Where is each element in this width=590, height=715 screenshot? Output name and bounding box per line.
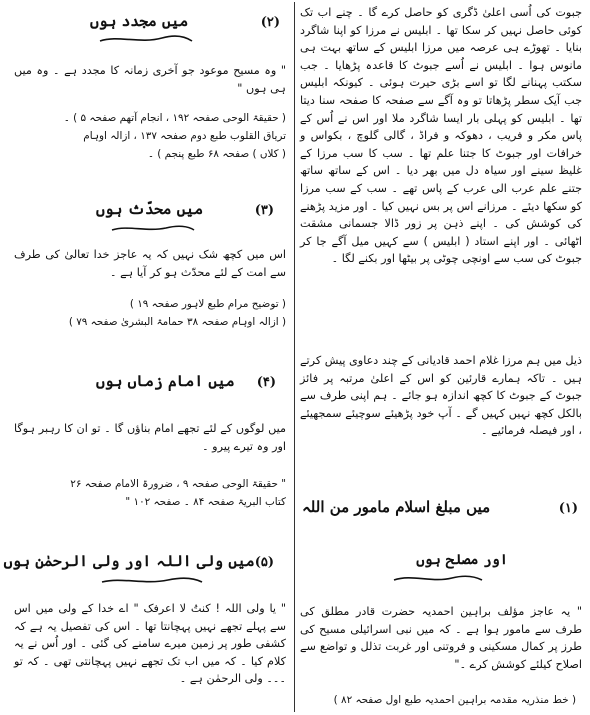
claims-intro-paragraph: ذیل میں ہم مرزا غلام احمد قادیانی کے چند دعاوی پیش کرتے ہیں ۔ تاکہ ہمارے قارئین کو اس کے اعلیٰ مرتبہ پر فائز جبوٹ کے جبوٹ کا کچھ اندازہ ہو جائے ۔ ہم اپنی طرف سے بالکل کچھ نہیں کہیں گے ۔ آپ خود پڑھیئے سوچیئے سمجھیئے ، اور فیصلہ فرمائیے ۔ bbox=[300, 354, 582, 438]
heading-4-title: میں امام زماں ہوں bbox=[96, 372, 235, 390]
heading-2-number: (۲) bbox=[260, 15, 280, 30]
heading-1 bbox=[302, 498, 578, 516]
heading-1-underline bbox=[392, 572, 484, 584]
reference-1: ( خط منذریہ مقدمہ براہین احمدیہ طبع اول صفحہ ۸۲ ) bbox=[333, 694, 576, 706]
heading-5 bbox=[3, 552, 274, 570]
heading-4-number: (۴) bbox=[256, 375, 276, 390]
heading-2-underline bbox=[98, 32, 194, 46]
heading-3-title: میں محدّث ہوں bbox=[96, 200, 204, 218]
reference-3b: ( ازالہ اوہام صفحہ ۳۸ حمامۃ البشریٰ صفحہ ۷۹ ) bbox=[68, 316, 286, 328]
reference-2a: ( حقیقۃ الوحی صفحہ ۱۹۲ ، انجام آتھم صفحہ ۵ ) ۔ bbox=[63, 112, 286, 124]
heading-1-number: (۱) bbox=[558, 501, 578, 516]
heading-3 bbox=[96, 200, 274, 218]
column-divider bbox=[294, 2, 295, 712]
quote-4: میں لوگوں کے لئے تجھے امام بناؤں گا ۔ تو ان کا رہبر ہوگا اور وہ تیرے پیرو ۔ bbox=[14, 422, 286, 453]
intro-paragraph: جبوت کی اُسی اعلیٰ ڈگری کو حاصل کرے گا ۔ چنے اب تک کوئی حاصل نہیں کر سکا تھا ۔ ابلیس نے مرزا کو اپنا شاگرد بنایا ۔ تھوڑے ہی عرصہ میں مرزا ابلیس کے ساتھ بہت ہی مانوس ہوا ۔ ابلیس نے اُسے جبوٹ کا قاعدہ پڑھایا ۔ جب سکتب پہنانے لگا تو اسے بڑی حیرت ہوئی ۔ کیونکہ ابلیس جب آیک سطر پڑھاتا تو وہ آگے سے صفحہ کا صفحہ سنا دیتا تھا ۔ ابلیس کو پہلی بار ایسا شاگرد ملا اور اس نے اُس کے پاس مکر و فریب ، دھوکہ و فراڈ ، گالی گلوچ ، بکواس و خرافات اور جبوٹ کا جتنا علم تھا ۔ سب کا سب مرزا کے غلیظ سینے اور سیاہ دل میں بھر دیا ۔ اس کے ساتھ ساتھ جتنے علم عرب الی عرب کے پاس تھے ۔ سب کے سب مرزا کو سکھا دیئے ۔ مرزانے اس پر بس نہیں کیا ۔ اور مزید پڑھنے کی کوشش کی ۔ اپنے ذہن پر زور ڈالا جسمانی مشقت اٹھائی ۔ اور اپنے استاد ( ابلیس ) سے کہیں میل آگے جا کر جبوٹ کی سب سے اونچی چوٹی پر بیٹھا اور بکنے لگا ۔ bbox=[300, 6, 582, 266]
quote-5: " یا ولی اللہ ! کنتُ لا اعرفک " اے خدا کے ولی میں اس سے پہلے تجھے نہیں پہچانتا تھا ۔ اس کی تفصیل یہ ہے کہ کشفی طور پر زمین میرے سامنے کی گئی ۔ اور اُس نے یہ کلام کیا ۔ کہ میں اب تک تجھے نہیں پہچانتی تھی ۔ کہ تو ۔۔۔ ولی الرحمٰن ہے ۔ bbox=[14, 602, 286, 686]
heading-5-title: میں ولی اللہ اور ولی الرحمٰن ہوں bbox=[3, 552, 255, 570]
heading-5-number: (۵) bbox=[254, 555, 274, 570]
reference-3a: ( توضیح مرام طبع لاہور صفحہ ۱۹ ) bbox=[129, 298, 286, 310]
heading-5-underline bbox=[100, 574, 204, 586]
reference-2c: ( کلاں ) صفحہ ۶۸ طبع پنجم ) ۔ bbox=[147, 148, 286, 160]
reference-4b: کتاب البریۃ صفحہ ۸۴ ۔ صفحہ ۱۰۲ " bbox=[125, 496, 286, 508]
quote-1: " یہ عاجز مؤلف براہین احمدیہ حضرت قادر مطلق کی طرف سے مامور ہوا ہے ۔ کہ میں نبی اسرائیلی مسیح کی طرز پر کمال مسکینی و فروتنی اور غربت تذلل و تواضع سے اصلاح کیلئے کوشش کرے ۔" bbox=[300, 605, 582, 671]
heading-1-subtitle: اور مصلح ہوں bbox=[416, 552, 508, 568]
heading-2-title: میں مجدد ہوں bbox=[90, 12, 189, 30]
reference-2b: تریاق القلوب طبع دوم صفحہ ۱۳۷ ، ازالہ اوہام bbox=[83, 130, 286, 142]
quote-3: اس میں کچھ شک نہیں کہ یہ عاجز خدا تعالیٰ کی طرف سے امت کے لئے محدّث ہو کر آیا ہے ۔ bbox=[14, 248, 286, 279]
quote-2: " وہ مسیح موعود جو آخری زمانہ کا مجدد ہے ۔ وہ میں ہی ہوں " bbox=[14, 64, 286, 95]
heading-3-number: (۳) bbox=[254, 203, 274, 218]
heading-4 bbox=[96, 372, 276, 390]
reference-4a: " حقیقۃ الوحی صفحہ ۹ ، ضرورۃ الامام صفحہ ۲۶ bbox=[70, 478, 286, 490]
heading-1-title: میں مبلغ اسلام مامور من اللہ bbox=[302, 498, 491, 516]
heading-2 bbox=[90, 12, 280, 30]
heading-3-underline bbox=[110, 222, 196, 234]
